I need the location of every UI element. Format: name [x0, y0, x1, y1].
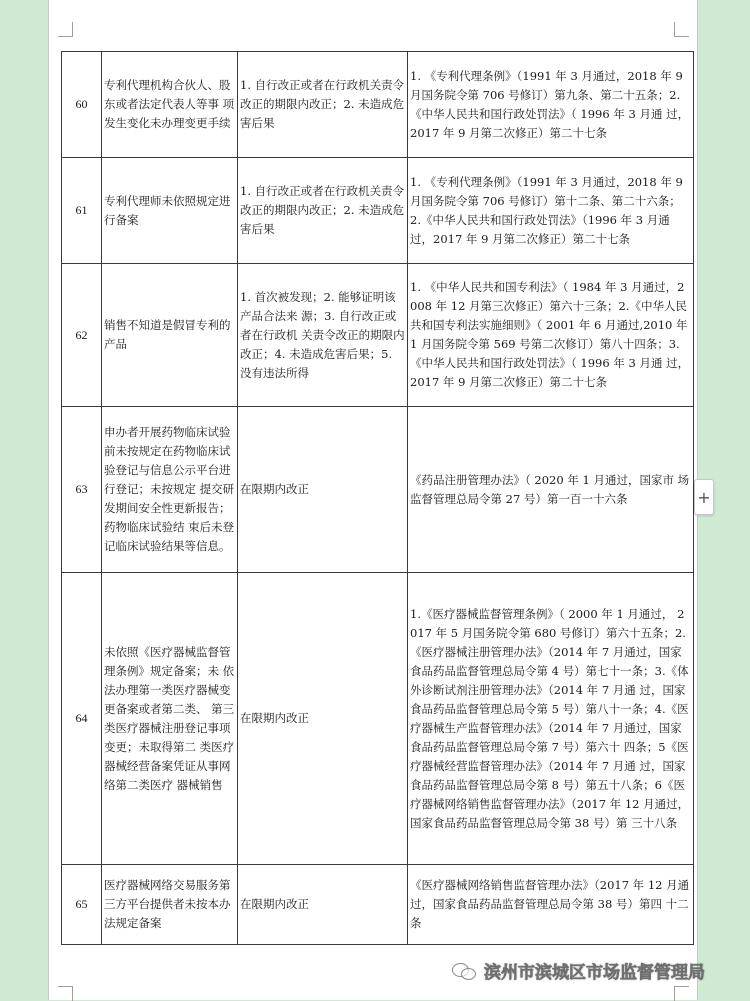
regulation-table	[61, 51, 694, 945]
row-number: 63	[62, 407, 102, 573]
table-row	[62, 158, 694, 264]
violation-description: 未依照《医疗器械监督管理条例》规定备案；未 依法办理第一类医疗器械变更备案或者第二类、 第三类医疗器械注册登记事项变更；未取得第二 类医疗器械经营备案凭证从事网络第二类医疗 器械销售	[102, 573, 238, 865]
exemption-condition: 在限期内改正	[238, 573, 408, 865]
table-row	[62, 264, 694, 407]
legal-basis: 1. 《中华人民共和国专利法》（ 1984 年 3 月通过，2008 年 12 月第三次修正）第六十三条；2.《中华人民共和国专利法实施细则》（ 2001 年 6 月通过,2010 年 1 月国务院令第 569 号第二次修订）第八十四条；3. 《中华人民共和国行政处罚法》（ 1996 年 3 月通 过，2017 年 9 月第二次修正）第二十七条	[408, 264, 694, 407]
violation-description: 专利代理师未依照规定进行备案	[102, 158, 238, 264]
crop-mark-top-left	[58, 22, 73, 37]
violation-description: 专利代理机构合伙人、股东或者法定代表人等事 项发生变化未办理变更手续	[102, 52, 238, 158]
legal-basis: 《医疗器械网络销售监督管理办法》（2017 年 12 月通过，国家食品药品监督管理总局令第 38 号）第四 十二条	[408, 865, 694, 945]
legal-basis: 《药品注册管理办法》（ 2020 年 1 月通过，国家市 场监督管理总局令第 27 号）第一百一十六条	[408, 407, 694, 573]
violation-description: 医疗器械网络交易服务第三方平台提供者未按本办法规定备案	[102, 865, 238, 945]
table-row	[62, 865, 694, 945]
crop-mark-top-right	[674, 22, 689, 37]
table-row	[62, 52, 694, 158]
row-number: 62	[62, 264, 102, 407]
add-row-button[interactable]	[694, 479, 714, 515]
row-number: 64	[62, 573, 102, 865]
watermark	[452, 958, 705, 983]
crop-mark-bottom-left	[58, 986, 73, 1001]
wechat-icon	[452, 961, 478, 981]
violation-description: 申办者开展药物临床试验前未按规定在药物临床试验登记与信息公示平台进行登记；未按规定 提交研发期间安全性更新报告；药物临床试验结 束后未登记临床试验结果等信息。	[102, 407, 238, 573]
plus-icon: +	[697, 487, 711, 507]
legal-basis: 1.《医疗器械监督管理条例》（ 2000 年 1 月通过， 2017 年 5 月国务院令第 680 号修订）第六十五条；2.《医疗器械注册管理办法》（2014 年 7 月通过，国家食品药品监督管理总局令第 4 号）第七十一条；3.《体外诊断试剂注册管理办法》（2014 年 7 月通 过，国家食品药品监督管理总局令第 5 号）第八十一条；4.《医疗器械生产监督管理办法》（2014 年 7 月通过，国家食品药品监督管理总局令第 7 号）第六十 四条；5《医疗器械经营监督管理办法》（2014 年 7 月通 过，国家食品药品监督管理总局令第 8 号）第五十八条；6《医疗器械网络销售监督管理办法》（2017 年 12 月通过，国家食品药品监督管理总局令第 38 号）第 三十八条	[408, 573, 694, 865]
table-row	[62, 573, 694, 865]
watermark-text: 滨州市滨城区市场监督管理局	[484, 963, 705, 983]
legal-basis: 1. 《专利代理条例》（1991 年 3 月通过，2018 年 9 月国务院令第 706 号修订）第十二条、第二十六条；2.《中华人民共和国行政处罚法》（1996 年 3 月通 过，2017 年 9 月第二次修正）第二十七条	[408, 158, 694, 264]
exemption-condition: 在限期内改正	[238, 865, 408, 945]
legal-basis: 1. 《专利代理条例》（1991 年 3 月通过，2018 年 9 月国务院令第 706 号修订）第九条、第二十五条；2. 《中华人民共和国行政处罚法》（ 1996 年 3 月通 过，2017 年 9 月第二次修正）第二十七条	[408, 52, 694, 158]
violation-description: 销售不知道是假冒专利的产品	[102, 264, 238, 407]
row-number: 60	[62, 52, 102, 158]
table-row	[62, 407, 694, 573]
exemption-condition: 1. 首次被发现；2. 能够证明该产品合法来 源；3. 自行改正或者在行政机 关责令改正的期限内改正；4. 未造成危害后果；5. 没有违法所得	[238, 264, 408, 407]
exemption-condition: 1. 自行改正或者在行政机关责令改正的期限内改正；2. 未造成危害后果	[238, 52, 408, 158]
row-number: 61	[62, 158, 102, 264]
crop-mark-bottom-right	[674, 986, 689, 1001]
row-number: 65	[62, 865, 102, 945]
exemption-condition: 在限期内改正	[238, 407, 408, 573]
exemption-condition: 1. 自行改正或者在行政机关责令改正的期限内改正；2. 未造成危害后果	[238, 158, 408, 264]
